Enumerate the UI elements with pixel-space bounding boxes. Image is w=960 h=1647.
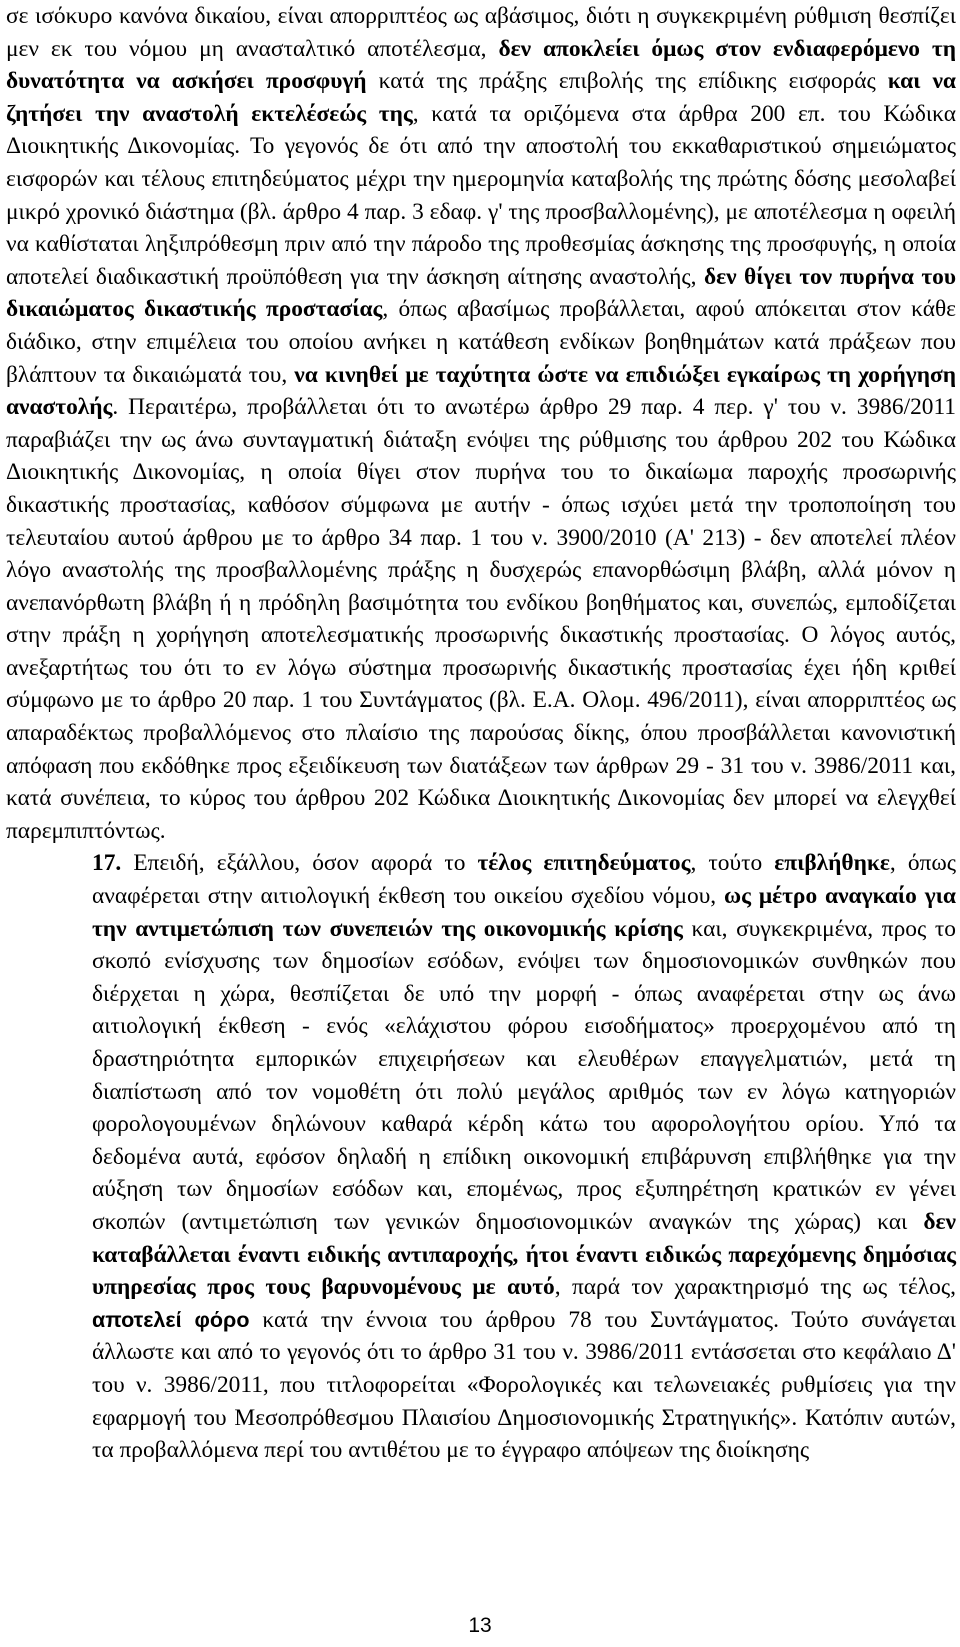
text-segment: σε ισόκυρο κανόνα δικαίου, είναι απορριπτέος ως αβάσιμος, διότι η συγκεκριμένη ρύθμιση θεσπίζει μεν εκ του νόμου μη ανασταλτικό αποτέλεσμα, [6, 3, 956, 62]
text-segment-bold: δεν καταβάλλεται έναντι ειδικής αντιπαροχής, ήτοι έναντι ειδικώς παρεχόμενης δημόσιας υπηρεσίας προς τους βαρυνομένους με αυτό [92, 1208, 956, 1301]
text-segment-bold: επιβλήθηκε [774, 850, 890, 877]
document-page [6, 0, 956, 1467]
text-segment: κατά την έννοια του άρθρου 78 του Συντάγματος. Τούτο συνάγεται άλλωστε και από το γεγονός ότι το άρθρο 31 του ν. 3986/2011 εντάσσεται στο κεφάλαιο Δ' του ν. 3986/2011, που τιτλοφορείται «Φορολογικές και τελωνειακές ρυθμίσεις για την εφαρμογή του Μεσοπρόθεσμου Πλαισίου Δημοσιονομικής Στρατηγικής». Κατόπιν αυτών, τα προβαλλόμενα περί του αντιθέτου με το έγγραφο απόψεων της διοίκησης [92, 1306, 957, 1464]
text-segment: , τούτο [690, 850, 775, 877]
paragraph-continuation [6, 0, 956, 847]
text-segment: , παρά τον χαρακτηρισμό της ως τέλος, [554, 1274, 956, 1301]
text-segment-bold: ως μέτρο αναγκαίο για την αντιμετώπιση των συνεπειών της οικονομικής κρίσης [92, 883, 956, 942]
text-segment-bold: δεν θίγει τον πυρήνα του δικαιώματος δικαστικής προστασίας [6, 263, 956, 323]
paragraph-number: 17. [92, 850, 122, 877]
paragraph-17 [6, 847, 956, 1466]
text-segment: , όπως αναφέρεται στην αιτιολογική έκθεση του οικείου σχεδίου νόμου, [92, 850, 956, 910]
text-segment-emphasis: αποτελεί φόρο [92, 1307, 250, 1332]
text-segment: . Περαιτέρω, προβάλλεται ότι το ανωτέρω άρθρο 29 παρ. 4 περ. γ' του ν. 3986/2011 παραβιάζει την ως άνω συνταγματική διάταξη ενόψει της ρύθμισης του άρθρου 202 του Κώδικα Διοικητικής Δικονομίας, η οποία θίγει στον πυρήνα του το δικαίωμα παροχής προσωρινής δικαστικής προστασίας, καθόσον σύμφωνα με αυτήν - όπως ισχύει μετά την τροποποίηση του τελευταίου αυτού άρθρου με το άρθρο 34 παρ. 1 του ν. 3900/2010 (Α' 213) - δεν αποτελεί πλέον λόγο αναστολής της προσβαλλομένης πράξης η δυσχερώς επανορθώσιμη βλάβη, αλλά μόνον η ανεπανόρθωτη βλάβη ή η πρόδηλη βασιμότητα του ενδίκου βοηθήματος και, συνεπώς, εμποδίζεται στην πράξη η χορήγηση αποτελεσματικής προσωρινής δικαστικής προστασίας. Ο λόγος αυτός, ανεξαρτήτως του ότι το εν λόγω σύστημα προσωρινής δικαστικής προστασίας έχει ήδη κριθεί σύμφωνο με το άρθρο 20 παρ. 1 του Συντάγματος (βλ. Ε.Α. Ολομ. 496/2011), είναι απορριπτέος ως απαραδέκτως προβαλλόμενος στο πλαίσιο της παρούσας δίκης, όπου προσβάλλεται κανονιστική απόφαση που εκδόθηκε προς εξειδίκευση των διατάξεων των άρθρων 29 - 31 του ν. 3986/2011 και, κατά συνέπεια, το κύρος του άρθρου 202 Κώδικα Διοικητικής Δικονομίας δεν μπορεί να ελεγχθεί παρεμπιπτόντως. [6, 394, 956, 844]
text-segment-bold: και να ζητήσει την αναστολή εκτελέσεώς της [6, 68, 956, 127]
text-segment: Επειδή, εξάλλου, όσον αφορά το [121, 850, 478, 877]
text-segment: κατά της πράξης επιβολής της επίδικης εισφοράς [366, 68, 888, 95]
text-segment-bold: τέλος επιτηδεύματος [477, 850, 691, 877]
text-segment-bold: να κινηθεί με ταχύτητα ώστε να επιδιώξει εγκαίρως τη χορήγηση αναστολής [6, 361, 956, 421]
text-segment-bold: δεν αποκλείει όμως στον ενδιαφερόμενο τη δυνατότητα να ασκήσει προσφυγή [6, 35, 956, 95]
text-segment: , όπως αβασίμως προβάλλεται, αφού απόκειται στον κάθε διάδικο, στην επιμέλεια του οποίου ανήκει η κατάθεση ενδίκων βοηθημάτων κατά πράξεων που βλάπτουν τα δικαιώματά του, [6, 296, 956, 388]
page-number: 13 [468, 1614, 492, 1637]
text-segment: και, συγκεκριμένα, προς το σκοπό ενίσχυσης των δημοσίων εσόδων, ενόψει των δημοσιονομικών συνθηκών που διέρχεται η χώρα, θεσπίζεται δε υπό την μορφή - όπως αναφέρεται στην ως άνω αιτιολογική έκθεση - ενός «ελάχιστου φόρου εισοδήματος» προερχομένου από τη δραστηριότητα εμπορικών επιχειρήσεων και ελευθέρων επαγγελματιών, μετά τη διαπίστωση από τον νομοθέτη ότι πολύ μεγάλος αριθμός των εν λόγω κατηγοριών φορολογουμένων δηλώνουν καθαρά κέρδη κάτω του αφορολογήτου ορίου. Υπό τα δεδομένα αυτά, εφόσον δηλαδή η επίδικη οικονομική επιβάρυνση επιβλήθηκε για την αύξηση των δημοσίων εσόδων και, επομένως, προς εξυπηρέτηση κρατικών εν γένει σκοπών (αντιμετώπιση των γενικών δημοσιονομικών αναγκών της χώρας) και [92, 915, 956, 1235]
text-segment: , κατά τα οριζόμενα στα άρθρα 200 επ. του Κώδικα Διοικητικής Δικονομίας. Το γεγονός δε ότι από την αποστολή του εκκαθαριστικού σημειώματος εισφορών και τέλους επιτηδεύματος μέχρι την ημερομηνία καταβολής της πρώτης δόσης μεσολαβεί μικρό χρονικό διάστημα (βλ. άρθρο 4 παρ. 3 εδαφ. γ' της προσβαλλομένης), με αποτέλεσμα η οφειλή να καθίσταται ληξιπρόθεσμη πριν από την πάροδο της προθεσμίας άσκησης της προσφυγής, η οποία αποτελεί διαδικαστική προϋπόθεση για την άσκηση αίτησης αναστολής, [6, 100, 956, 290]
